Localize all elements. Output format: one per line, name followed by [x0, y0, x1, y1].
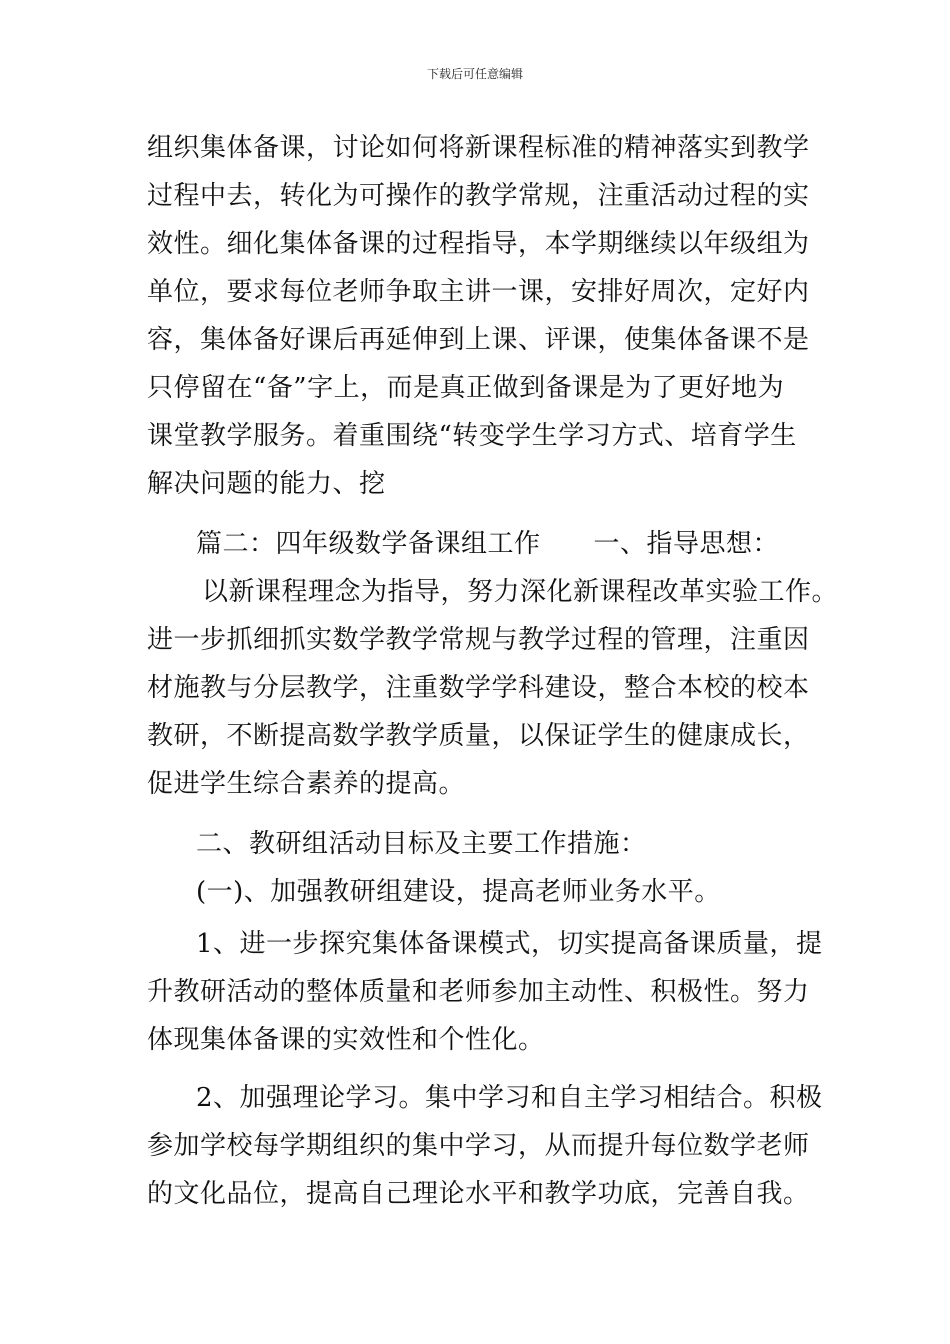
body-line: 体现集体备课的实效性和个性化。 [147, 1025, 545, 1055]
section-heading: 篇二：四年级数学备课组工作 一、指导思想： [196, 529, 780, 559]
page-header-note: 下载后可任意编辑 [426, 67, 523, 81]
body-line: 效性。细化集体备课的过程指导，本学期继续以年级组为 [147, 229, 810, 259]
body-line: 升教研活动的整体质量和老师参加主动性、积极性。努力 [147, 977, 810, 1007]
body-line: 单位，要求每位老师争取主讲一课，安排好周次，定好内 [147, 277, 810, 307]
body-line: 组织集体备课，讨论如何将新课程标准的精神落实到教学 [147, 133, 810, 163]
body-line: 容，集体备好课后再延伸到上课、评课，使集体备课不是 [147, 325, 810, 355]
body-line: 的文化品位，提高自己理论水平和教学功底，完善自我。 [147, 1179, 810, 1209]
body-line: 解决问题的能力、挖 [147, 469, 386, 499]
section-heading: 二、教研组活动目标及主要工作措施： [196, 829, 647, 859]
body-line: 促进学生综合素养的提高。 [147, 769, 466, 799]
subsection-heading: (一)、加强教研组建设，提高老师业务水平。 [196, 877, 721, 907]
body-line: 进一步抓细抓实数学教学常规与教学过程的管理，注重因 [147, 625, 810, 655]
body-line: 以新课程理念为指导，努力深化新课程改革实验工作。 [202, 577, 839, 607]
body-line: 1、进一步探究集体备课模式，切实提高备课质量，提 [196, 929, 823, 959]
body-line: 教研，不断提高数学教学质量，以保证学生的健康成长， [147, 721, 810, 751]
body-line: 参加学校每学期组织的集中学习，从而提升每位数学老师 [147, 1131, 810, 1161]
body-line: 课堂教学服务。着重围绕“转变学生学习方式、培育学生 [147, 421, 797, 451]
body-line: 只停留在“备”字上，而是真正做到备课是为了更好地为 [147, 373, 785, 403]
body-line: 2、加强理论学习。集中学习和自主学习相结合。积极 [196, 1083, 823, 1113]
body-line: 材施教与分层教学，注重数学学科建设，整合本校的校本 [147, 673, 810, 703]
body-line: 过程中去，转化为可操作的教学常规，注重活动过程的实 [147, 181, 810, 211]
